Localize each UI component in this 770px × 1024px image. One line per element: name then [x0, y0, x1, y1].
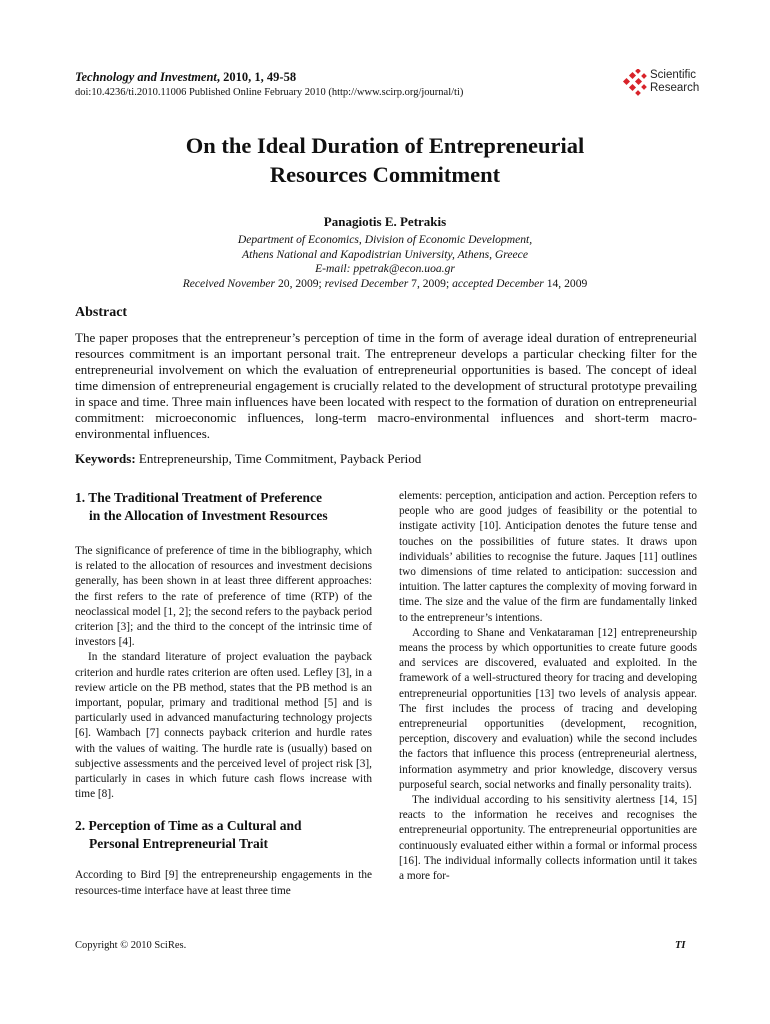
footer-copyright: Copyright © 2010 SciRes.: [75, 940, 187, 951]
journal-volume: , 2010, 1, 49-58: [216, 70, 297, 84]
received-label: Received November: [182, 276, 276, 290]
email-address: ppetrak@econ.uoa.gr: [350, 262, 455, 275]
section2-para1: According to Bird [9] the entrepreneurship engagements in the resources-time interface have at least three time: [75, 869, 372, 897]
keywords-text: Entrepreneurship, Time Commitment, Payback Period: [135, 451, 422, 466]
logo-dots-icon: [622, 69, 648, 97]
section2-heading-line2: Personal Entrepreneurial Trait: [89, 836, 268, 852]
right-para3: The individual according to his sensitivity alertness [14, 15] reacts to the information he receives and recognises the entrepreneurial opportunity. The entrepreneurial opportunities are continuously evaluated either within a formal or informal process [16]. The individual informally collects information until it takes a more for-: [399, 794, 697, 883]
section1-para1: The significance of preference of time in the bibliography, which is related to the allocation of resources and investment decisions generally, has been shown in at least three different approaches: the first refers to the rate of preference of time (RTP) of the neoclassical model [1, 2]; the second refers to the payback period criterion [3]; and the third to the concept of the intrinsic time of investors [4].: [75, 545, 372, 649]
section2-heading-line1: 2. Perception of Time as a Cultural and: [75, 818, 302, 834]
left-column: [75, 489, 372, 899]
paper-title: [75, 131, 695, 189]
right-para2: According to Shane and Venkataraman [12] entrepreneurship means the process by which opportunities to create future goods and services are discovered, evaluated and exploited. In the framework of a well-structured theory for tracing and developing entrepreneurial opportunities [13] two levels of analysis appear. The first includes the process of tracing and developing entrepreneurial opportunities (development, recognition, perception, discovery and evaluation) while the second includes the factors that influence this process (entrepreneurial alertness, information asymmetry and prior knowledge, discovery versus purposeful search, social networks and finally personality traits).: [399, 626, 697, 791]
keywords-label: Keywords:: [75, 451, 136, 466]
abstract-heading: Abstract: [75, 305, 128, 320]
footer-journal-abbr: TI: [675, 940, 686, 951]
keywords: [75, 451, 421, 467]
section2-heading: [75, 817, 372, 853]
accepted-date: 14, 2009: [543, 276, 588, 290]
title-line1: On the Ideal Duration of Entrepreneurial: [185, 133, 585, 158]
journal-citation: [75, 70, 296, 85]
right-column: [399, 489, 697, 884]
dates-line: [75, 277, 695, 292]
section1-heading-line2: in the Allocation of Investment Resources: [89, 508, 328, 523]
abstract-text: The paper proposes that the entrepreneur’s perception of time in the form of average ideal duration of entrepreneurial resources commitment is an important personal trait. The entrepreneur develops a particular checking filter for the entrepreneurial involvement on which the evaluation of entrepreneurial opportunities is based. The concept of ideal time dimension of entrepreneurial engagement is crucially related to the development of structural prototype prevailing in space and time. Three main influences have been located with respect to the formation of duration on entrepreneurial commitment: microeconomic influences, long-term macro-environmental influences and short-term macro-environmental influences.: [75, 330, 697, 441]
accepted-label: accepted December: [449, 276, 544, 290]
revised-label: revised December: [321, 276, 409, 290]
scientific-research-logo: [622, 69, 702, 99]
doi-line: doi:10.4236/ti.2010.11006 Published Online February 2010 (http://www.scirp.org/journal/ti): [75, 87, 464, 98]
title-line2: Resources Commitment: [269, 162, 501, 187]
section1-heading-line1: 1. The Traditional Treatment of Preference: [75, 490, 322, 505]
email-label: E-mail:: [315, 262, 351, 275]
logo-text: [650, 69, 699, 95]
section1-heading: [75, 489, 372, 525]
logo-line1: Scientific: [650, 69, 697, 81]
revised-date: 7, 2009;: [408, 276, 450, 290]
journal-name: Technology and Investment: [75, 70, 217, 84]
received-date: 20, 2009;: [275, 276, 322, 290]
logo-line2: Research: [650, 82, 700, 94]
right-para1: elements: perception, anticipation and action. Perception refers to people who are good judges of feasibility or the potential to instigate activity [10]. Anticipation denotes the future tense and touches on the possibilities of future states. It draws upon individuals’ abilities to recognise the future. Jaques [11] outlines two dimensions of time related to anticipation: succession and intuition. The latter captures the complexity of moving forward in time. The size and the value of the firm are fundamentally linked to the entrepreneur’s intentions.: [399, 490, 697, 624]
section1-para2: In the standard literature of project evaluation the payback criterion and hurdle rates criterion are often used. Lefley [3], in a review article on the PB method, states that the PB method is an important, popular, primary and traditional method [5] and is particularly used in advanced manufacturing technology projects [6]. Wambach [7] connects payback criterion and hurdle rates with the values of waiting. The hurdle rate is (usually) based on subjective assessments and the perceived level of project risk [3], particularly in cases in which future cash flows increase with time [8].: [75, 651, 372, 801]
affiliation-line1: Department of Economics, Division of Economic Development,: [237, 233, 533, 246]
email-line: [75, 262, 695, 277]
author-name: Panagiotis E. Petrakis: [323, 214, 447, 229]
affiliation-line2: Athens National and Kapodistrian University, Athens, Greece: [242, 247, 528, 261]
